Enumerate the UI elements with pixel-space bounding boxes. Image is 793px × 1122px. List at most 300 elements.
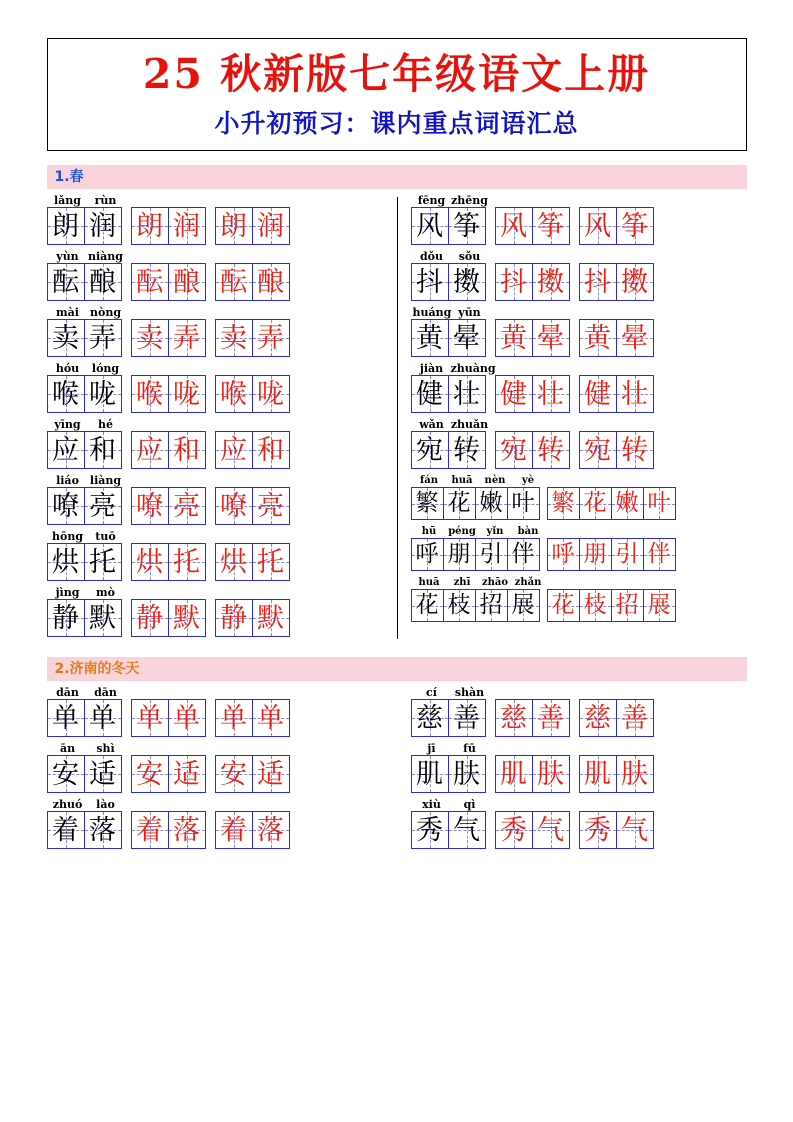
character-glyph: 善 [621, 702, 648, 734]
character-glyph: 招 [615, 592, 639, 619]
character-cell [252, 431, 290, 469]
word-grid [215, 207, 289, 245]
character-cell [411, 263, 449, 301]
word-row [411, 577, 741, 622]
word-grid [547, 538, 675, 571]
characters-line [411, 538, 741, 571]
character-glyph: 抖 [500, 266, 527, 298]
pinyin-syllable: xiù [422, 798, 441, 812]
character-cell [443, 487, 476, 520]
pinyin-syllable: jiàn [419, 362, 444, 376]
character-glyph: 朗 [52, 210, 79, 242]
word-grid [495, 699, 569, 737]
word-grid [47, 755, 121, 793]
character-glyph: 亮 [257, 490, 284, 522]
character-glyph: 托 [173, 546, 200, 578]
pinyin-syllable: ān [59, 742, 76, 756]
character-cell [411, 207, 449, 245]
character-cell [475, 538, 508, 571]
word-columns [47, 195, 747, 643]
character-glyph: 烘 [220, 546, 247, 578]
characters-line [47, 699, 391, 737]
character-cell [84, 811, 122, 849]
character-cell [448, 431, 486, 469]
character-cell [411, 431, 449, 469]
character-cell [411, 811, 449, 849]
character-glyph: 晕 [537, 322, 564, 354]
character-cell [547, 589, 580, 622]
pinyin-line [49, 307, 391, 319]
word-grid [131, 375, 205, 413]
character-cell [215, 755, 253, 793]
character-glyph: 润 [89, 210, 116, 242]
character-cell [84, 755, 122, 793]
pinyin-syllable: jī [427, 742, 436, 756]
character-cell [168, 207, 206, 245]
character-cell [84, 207, 122, 245]
pinyin-line [413, 419, 741, 431]
character-cell [131, 699, 169, 737]
word-row [47, 475, 391, 525]
character-glyph: 气 [453, 814, 480, 846]
character-glyph: 喉 [136, 378, 163, 410]
pinyin-line [49, 195, 391, 207]
character-glyph: 枝 [583, 592, 607, 619]
character-glyph: 风 [584, 210, 611, 242]
character-cell [131, 207, 169, 245]
character-cell [47, 319, 85, 357]
word-row [47, 531, 391, 581]
character-cell [611, 538, 644, 571]
word-columns [47, 687, 747, 855]
character-glyph: 抖 [584, 266, 611, 298]
character-glyph: 风 [416, 210, 443, 242]
character-cell [495, 699, 533, 737]
character-cell [616, 431, 654, 469]
character-cell [252, 755, 290, 793]
character-glyph: 默 [173, 602, 200, 634]
character-cell [532, 699, 570, 737]
character-cell [84, 431, 122, 469]
character-cell [495, 319, 533, 357]
character-glyph: 宛 [416, 434, 443, 466]
character-glyph: 默 [89, 602, 116, 634]
right-column [397, 687, 747, 855]
word-grid [131, 811, 205, 849]
word-grid [411, 755, 485, 793]
character-cell [579, 699, 617, 737]
character-cell [252, 375, 290, 413]
pinyin-syllable: yùn [56, 250, 79, 264]
characters-line [47, 375, 391, 413]
characters-line [411, 699, 741, 737]
character-glyph: 转 [453, 434, 480, 466]
character-cell [215, 487, 253, 525]
character-cell [495, 207, 533, 245]
characters-line [47, 263, 391, 301]
character-cell [547, 487, 580, 520]
character-cell [168, 319, 206, 357]
word-grid [547, 487, 675, 520]
word-grid [579, 811, 653, 849]
word-grid [579, 431, 653, 469]
character-glyph: 气 [621, 814, 648, 846]
pinyin-line [413, 195, 741, 207]
pinyin-syllable: fū [463, 742, 476, 756]
word-row [411, 363, 741, 413]
pinyin-syllable: wǎn [419, 418, 444, 432]
character-glyph: 酝 [52, 266, 79, 298]
character-glyph: 善 [453, 702, 480, 734]
character-cell [547, 538, 580, 571]
character-cell [448, 375, 486, 413]
pinyin-syllable: zhuó [52, 798, 83, 812]
word-grid [131, 431, 205, 469]
pinyin-syllable: tuō [95, 530, 116, 544]
character-glyph: 引 [615, 541, 639, 568]
word-grid [47, 599, 121, 637]
page-title: 25 秋新版七年级语文上册 [142, 50, 651, 98]
word-grid [579, 755, 653, 793]
character-cell [252, 319, 290, 357]
character-glyph: 黄 [584, 322, 611, 354]
character-glyph: 叶 [647, 490, 671, 517]
character-glyph: 花 [415, 592, 439, 619]
character-glyph: 秀 [416, 814, 443, 846]
character-glyph: 引 [479, 541, 503, 568]
character-cell [475, 589, 508, 622]
pinyin-syllable: yè [521, 475, 535, 487]
word-grid [495, 431, 569, 469]
character-glyph: 单 [136, 702, 163, 734]
pinyin-line [49, 419, 391, 431]
word-grid [215, 487, 289, 525]
character-glyph: 和 [173, 434, 200, 466]
word-grid [47, 543, 121, 581]
left-column [47, 687, 397, 855]
character-glyph: 朗 [136, 210, 163, 242]
word-grid [47, 375, 121, 413]
pinyin-syllable: hóu [55, 362, 80, 376]
character-glyph: 适 [89, 758, 116, 790]
character-cell [448, 319, 486, 357]
pinyin-line [49, 743, 391, 755]
lesson-section [30, 165, 763, 643]
character-glyph: 默 [257, 602, 284, 634]
character-cell [168, 811, 206, 849]
character-glyph: 慈 [500, 702, 527, 734]
word-grid [411, 319, 485, 357]
character-glyph: 安 [136, 758, 163, 790]
pinyin-line [49, 363, 391, 375]
word-grid [495, 263, 569, 301]
pinyin-line [413, 475, 741, 487]
word-grid [215, 599, 289, 637]
pinyin-line [49, 799, 391, 811]
character-glyph: 黄 [500, 322, 527, 354]
character-cell [47, 487, 85, 525]
word-grid [47, 699, 121, 737]
pinyin-line [49, 531, 391, 543]
character-glyph: 卖 [220, 322, 247, 354]
word-grid [131, 207, 205, 245]
character-cell [448, 207, 486, 245]
character-cell [252, 543, 290, 581]
character-glyph: 花 [583, 490, 607, 517]
character-glyph: 风 [500, 210, 527, 242]
character-cell [131, 543, 169, 581]
character-cell [168, 487, 206, 525]
character-cell [507, 487, 540, 520]
character-cell [532, 755, 570, 793]
character-cell [168, 699, 206, 737]
character-glyph: 酝 [136, 266, 163, 298]
characters-line [47, 543, 391, 581]
character-cell [84, 487, 122, 525]
character-cell [643, 487, 676, 520]
character-cell [448, 811, 486, 849]
pinyin-syllable: fēng [417, 194, 446, 208]
character-cell [215, 543, 253, 581]
pinyin-syllable: sǒu [458, 250, 481, 264]
word-grid [215, 375, 289, 413]
characters-line [411, 487, 741, 520]
pinyin-line [413, 799, 741, 811]
word-grid [411, 487, 539, 520]
character-cell [616, 375, 654, 413]
character-glyph: 咙 [89, 378, 116, 410]
character-cell [579, 207, 617, 245]
word-row [411, 419, 741, 469]
character-glyph: 呼 [551, 541, 575, 568]
character-cell [532, 263, 570, 301]
character-cell [579, 755, 617, 793]
pinyin-line [413, 577, 741, 589]
character-cell [252, 699, 290, 737]
character-cell [411, 375, 449, 413]
character-glyph: 托 [89, 546, 116, 578]
pinyin-syllable: nòng [89, 306, 122, 320]
character-cell [579, 431, 617, 469]
character-cell [84, 543, 122, 581]
character-glyph: 润 [257, 210, 284, 242]
character-glyph: 肌 [584, 758, 611, 790]
pinyin-syllable: nèn [484, 475, 506, 487]
character-glyph: 单 [257, 702, 284, 734]
pinyin-syllable: lóng [91, 362, 120, 376]
word-grid [47, 487, 121, 525]
character-glyph: 适 [257, 758, 284, 790]
character-cell [616, 811, 654, 849]
character-cell [84, 599, 122, 637]
character-cell [252, 487, 290, 525]
character-glyph: 酿 [173, 266, 200, 298]
character-glyph: 弄 [173, 322, 200, 354]
character-glyph: 适 [173, 758, 200, 790]
right-column [397, 195, 747, 643]
character-glyph: 酿 [257, 266, 284, 298]
character-glyph: 花 [447, 490, 471, 517]
characters-line [47, 431, 391, 469]
character-glyph: 转 [621, 434, 648, 466]
character-glyph: 呼 [415, 541, 439, 568]
character-glyph: 嘹 [136, 490, 163, 522]
character-glyph: 嘹 [220, 490, 247, 522]
pinyin-syllable: dān [56, 686, 79, 700]
character-cell [532, 811, 570, 849]
word-grid [547, 589, 675, 622]
character-glyph: 喉 [52, 378, 79, 410]
character-glyph: 嫩 [479, 490, 503, 517]
character-cell [47, 431, 85, 469]
character-cell [47, 375, 85, 413]
character-cell [532, 207, 570, 245]
pinyin-line [413, 307, 741, 319]
word-row [411, 743, 741, 793]
characters-line [411, 375, 741, 413]
character-cell [579, 263, 617, 301]
character-cell [411, 755, 449, 793]
character-glyph: 肤 [621, 758, 648, 790]
word-grid [411, 699, 485, 737]
character-cell [252, 263, 290, 301]
title-box [47, 38, 747, 151]
character-glyph: 肤 [537, 758, 564, 790]
character-glyph: 秀 [584, 814, 611, 846]
character-glyph: 壮 [453, 378, 480, 410]
word-grid [131, 599, 205, 637]
character-cell [532, 319, 570, 357]
character-cell [495, 755, 533, 793]
character-glyph: 慈 [416, 702, 443, 734]
character-cell [579, 538, 612, 571]
character-glyph: 朋 [583, 541, 607, 568]
character-cell [448, 755, 486, 793]
word-row [411, 526, 741, 571]
character-glyph: 安 [220, 758, 247, 790]
character-glyph: 健 [584, 378, 611, 410]
character-glyph: 弄 [257, 322, 284, 354]
word-grid [215, 319, 289, 357]
characters-line [47, 319, 391, 357]
character-glyph: 繁 [551, 490, 575, 517]
character-cell [131, 599, 169, 637]
pinyin-syllable: rùn [94, 194, 117, 208]
character-glyph: 烘 [136, 546, 163, 578]
character-cell [47, 543, 85, 581]
character-glyph: 应 [52, 434, 79, 466]
character-cell [168, 755, 206, 793]
word-grid [579, 319, 653, 357]
word-row [411, 475, 741, 520]
word-row [47, 307, 391, 357]
word-row [47, 587, 391, 637]
character-cell [215, 207, 253, 245]
character-glyph: 壮 [621, 378, 648, 410]
character-cell [495, 811, 533, 849]
character-cell [616, 319, 654, 357]
character-glyph: 应 [220, 434, 247, 466]
character-glyph: 静 [220, 602, 247, 634]
character-glyph: 叶 [511, 490, 535, 517]
word-grid [131, 263, 205, 301]
pinyin-line [413, 363, 741, 375]
word-grid [495, 207, 569, 245]
character-cell [448, 699, 486, 737]
character-cell [215, 699, 253, 737]
left-column [47, 195, 397, 643]
character-cell [611, 487, 644, 520]
section-label: 1.春 [54, 169, 84, 186]
character-cell [252, 811, 290, 849]
characters-line [411, 589, 741, 622]
character-glyph: 单 [220, 702, 247, 734]
character-cell [475, 487, 508, 520]
word-grid [215, 699, 289, 737]
character-cell [215, 319, 253, 357]
character-glyph: 擞 [453, 266, 480, 298]
word-grid [215, 755, 289, 793]
word-row [47, 687, 391, 737]
character-glyph: 落 [173, 814, 200, 846]
character-glyph: 烘 [52, 546, 79, 578]
character-cell [532, 375, 570, 413]
word-row [411, 251, 741, 301]
word-row [411, 307, 741, 357]
character-cell [215, 431, 253, 469]
character-glyph: 招 [479, 592, 503, 619]
word-row [411, 687, 741, 737]
character-cell [616, 699, 654, 737]
character-glyph: 单 [173, 702, 200, 734]
character-glyph: 善 [537, 702, 564, 734]
character-glyph: 酿 [89, 266, 116, 298]
pinyin-syllable: mài [56, 306, 79, 320]
word-grid [411, 811, 485, 849]
pinyin-syllable: lǎng [54, 194, 81, 208]
word-row [47, 743, 391, 793]
pinyin-syllable: liàng [89, 474, 122, 488]
character-glyph: 和 [257, 434, 284, 466]
character-glyph: 咙 [257, 378, 284, 410]
pinyin-syllable: jìng [55, 586, 80, 600]
character-cell [84, 263, 122, 301]
character-cell [448, 263, 486, 301]
character-cell [579, 589, 612, 622]
pinyin-line [413, 526, 741, 538]
word-grid [131, 699, 205, 737]
character-glyph: 宛 [584, 434, 611, 466]
character-cell [411, 319, 449, 357]
character-glyph: 单 [89, 702, 116, 734]
character-cell [643, 538, 676, 571]
word-grid [579, 699, 653, 737]
character-cell [131, 375, 169, 413]
character-glyph: 擞 [537, 266, 564, 298]
character-cell [611, 589, 644, 622]
word-grid [411, 207, 485, 245]
characters-line [47, 811, 391, 849]
word-row [47, 363, 391, 413]
word-row [411, 799, 741, 849]
character-cell [168, 263, 206, 301]
character-cell [168, 431, 206, 469]
character-glyph: 着 [136, 814, 163, 846]
characters-line [411, 811, 741, 849]
character-cell [579, 375, 617, 413]
word-grid [495, 811, 569, 849]
word-grid [215, 811, 289, 849]
